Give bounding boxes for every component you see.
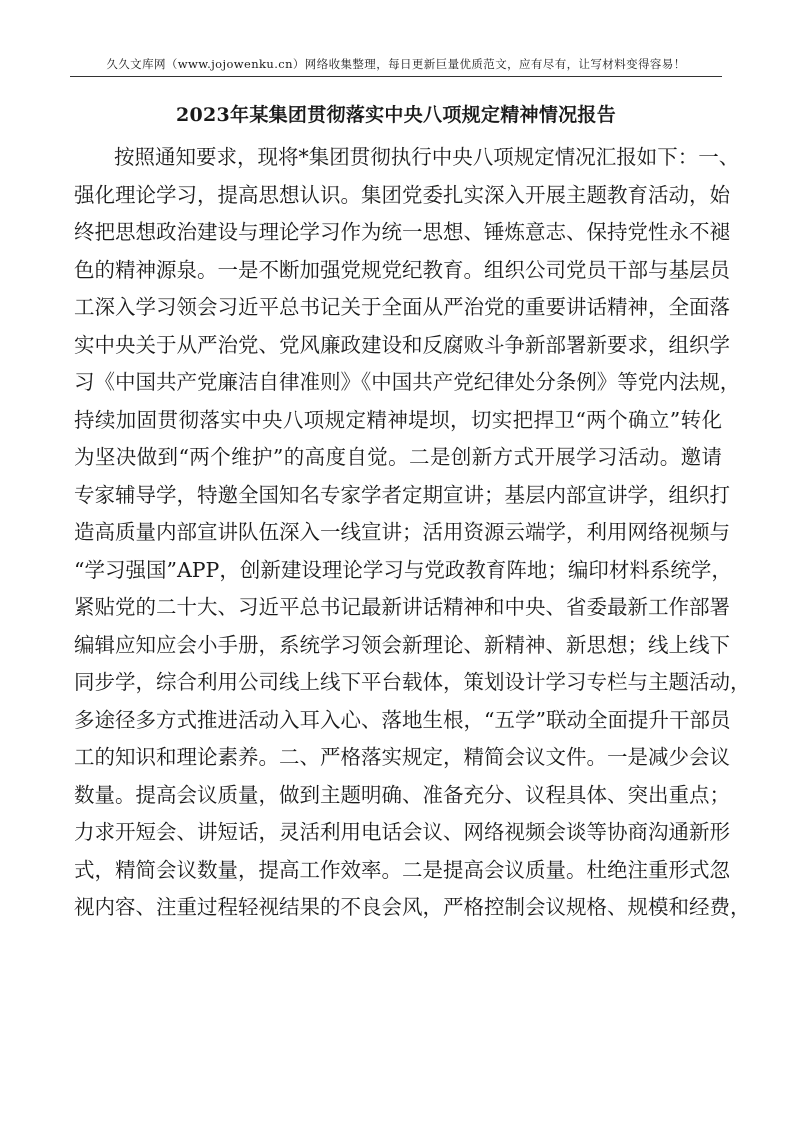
- body-line: 终把思想政治建设与理论学习作为统一思想、锤炼意志、保持党性永不褪: [74, 220, 730, 244]
- body-line: 编辑应知应会小手册，系统学习领会新理论、新精神、新思想；线上线下: [74, 632, 730, 657]
- body-line: 紧贴党的二十大、习近平总书记最新讲话精神和中央、省委最新工作部署: [74, 595, 730, 619]
- body-line: “学习强国”APP，创新建设理论学习与党政教育阵地；编印材料系统学，: [74, 557, 732, 582]
- body-line: 按照通知要求，现将*集团贯彻执行中央八项规定情况汇报如下：一、: [114, 145, 740, 169]
- body-line: 为坚决做到“两个维护”的高度自觉。二是创新方式开展学习活动。邀请: [74, 445, 722, 469]
- body-line: 工的知识和理论素养。二、严格落实规定，精简会议文件。一是减少会议: [74, 745, 730, 769]
- body-line: 数量。提高会议质量，做到主题明确、准备充分、议程具体、突出重点；: [74, 782, 730, 807]
- body-line: 力求开短会、讲短话，灵活利用电话会议、网络视频会谈等协商沟通新形: [74, 820, 730, 844]
- body-line: 多途径多方式推进活动入耳入心、落地生根，“五学”联动全面提升干部员: [74, 707, 731, 732]
- body-line: 专家辅导学，特邀全国知名专家学者定期宣讲；基层内部宣讲学，组织打: [74, 482, 730, 507]
- body-line: 强化理论学习，提高思想认识。集团党委扎实深入开展主题教育活动，始: [74, 182, 730, 207]
- body-line: 持续加固贯彻落实中央八项规定精神堤坝，切实把捍卫“两个确立”转化: [74, 407, 722, 432]
- body-line: 工深入学习领会习近平总书记关于全面从严治党的重要讲话精神，全面落: [74, 295, 730, 319]
- body-line: 同步学，综合利用公司线上线下平台载体，策划设计学习专栏与主题活动，: [74, 670, 751, 694]
- body-line: 式，精简会议数量，提高工作效率。二是提高会议质量。杜绝注重形式忽: [74, 857, 730, 882]
- document-title: 2023年某集团贯彻落实中央八项规定精神情况报告: [175, 104, 617, 126]
- header-divider: [70, 76, 722, 77]
- page-header: 久久文库网（www.jojowenku.cn）网络收集整理，每日更新巨量优质范文，应有尽有，让写材料变得容易！: [106, 57, 686, 71]
- body-line: 视内容、注重过程轻视结果的不良会风，严格控制会议规格、规模和经费，: [74, 895, 751, 919]
- body-line: 色的精神源泉。一是不断加强党规党纪教育。组织公司党员干部与基层员: [74, 257, 730, 282]
- document-body: [74, 139, 751, 927]
- body-line: 造高质量内部宣讲队伍深入一线宣讲；活用资源云端学，利用网络视频与: [74, 520, 730, 544]
- body-line: 习《中国共产党廉洁自律准则》《中国共产党纪律处分条例》等党内法规，: [74, 370, 741, 394]
- body-line: 实中央关于从严治党、党风廉政建设和反腐败斗争新部署新要求，组织学: [74, 332, 730, 357]
